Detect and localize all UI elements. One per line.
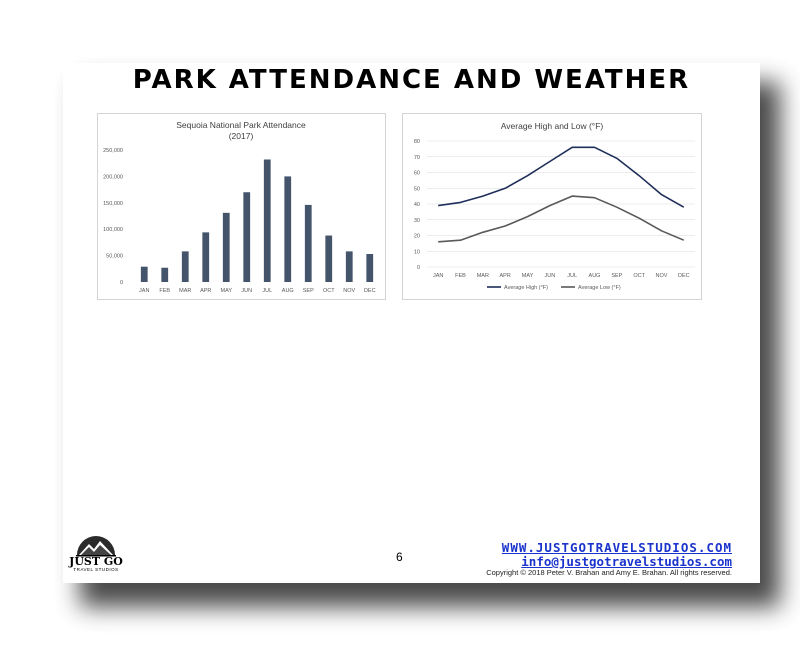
y-tick-label: 30 <box>413 217 420 224</box>
attendance-bar <box>325 236 332 282</box>
chart-title: Average High and Low (°F) <box>500 121 604 131</box>
temperature-chart <box>402 113 702 300</box>
y-tick-label: 40 <box>413 202 420 208</box>
x-tick-label: OCT <box>633 273 645 279</box>
attendance-bar <box>243 192 250 282</box>
y-tick-label: 20 <box>413 233 420 240</box>
page-title: PARK ATTENDANCE AND WEATHER <box>132 65 691 95</box>
chart-title: Sequoia National Park Attendance <box>176 120 306 130</box>
legend-label: Average Low (°F) <box>578 285 621 291</box>
copyright-text: Copyright © 2018 Peter V. Brahan and Amy E. Brahan. All rights reserved. <box>486 568 732 577</box>
attendance-bar <box>223 213 230 282</box>
y-tick-label: 50,000 <box>106 253 123 260</box>
x-tick-label: JUL <box>262 288 273 294</box>
series-line <box>438 196 684 242</box>
email-link[interactable]: info@justgotravelstudios.com <box>521 554 732 569</box>
y-tick-label: 0 <box>416 265 420 271</box>
attendance-bar <box>161 268 168 282</box>
x-tick-label: FEB <box>159 288 171 294</box>
x-tick-label: MAR <box>179 288 192 294</box>
website-link[interactable]: WWW.JUSTGOTRAVELSTUDIOS.COM <box>501 540 732 555</box>
x-tick-label: SEP <box>611 273 623 279</box>
temperature-chart-svg <box>403 114 701 299</box>
just-go-logo <box>63 531 129 573</box>
x-tick-label: APR <box>499 273 511 279</box>
logo-subtext: TRAVEL STUDIOS <box>73 567 119 572</box>
x-tick-label: NOV <box>655 273 668 279</box>
chart-subtitle: (2017) <box>228 131 254 141</box>
series-line <box>438 147 684 207</box>
x-tick-label: OCT <box>322 288 335 294</box>
attendance-bar <box>202 232 209 282</box>
y-tick-label: 60 <box>413 170 420 177</box>
y-tick-label: 200,000 <box>103 174 123 181</box>
x-tick-label: MAY <box>220 288 233 294</box>
x-tick-label: DEC <box>678 273 690 279</box>
y-tick-label: 0 <box>119 280 123 286</box>
x-tick-label: JAN <box>139 288 150 294</box>
x-tick-label: APR <box>200 288 212 294</box>
page-number: 6 <box>396 550 403 564</box>
legend-label: Average High (°F) <box>504 285 548 291</box>
y-tick-label: 10 <box>413 249 420 256</box>
x-tick-label: FEB <box>455 273 466 279</box>
x-tick-label: MAY <box>521 273 534 279</box>
x-tick-label: JUN <box>241 288 253 294</box>
x-tick-label: SEP <box>302 288 314 294</box>
x-tick-label: MAR <box>476 273 489 279</box>
attendance-bar <box>284 176 291 282</box>
attendance-bar <box>264 160 271 282</box>
attendance-bar <box>366 254 373 282</box>
y-tick-label: 150,000 <box>103 200 123 207</box>
attendance-bar <box>305 205 312 282</box>
attendance-chart <box>97 113 386 300</box>
x-tick-label: NOV <box>343 288 356 294</box>
y-tick-label: 50 <box>413 186 420 193</box>
x-tick-label: AUG <box>588 273 601 279</box>
attendance-chart-svg <box>98 114 385 299</box>
attendance-bar <box>346 251 353 282</box>
x-tick-label: JAN <box>432 273 444 279</box>
x-tick-label: DEC <box>363 288 376 294</box>
logo-text: JUST GO <box>69 555 123 568</box>
attendance-bar <box>182 251 189 282</box>
y-tick-label: 100,000 <box>103 227 123 234</box>
slide-page <box>63 63 760 583</box>
y-tick-label: 80 <box>413 139 420 145</box>
x-tick-label: AUG <box>281 288 294 294</box>
y-tick-label: 250,000 <box>103 148 123 154</box>
y-tick-label: 70 <box>413 154 420 161</box>
x-tick-label: JUN <box>544 273 556 279</box>
x-tick-label: JUL <box>567 273 578 279</box>
attendance-bar <box>141 267 148 282</box>
